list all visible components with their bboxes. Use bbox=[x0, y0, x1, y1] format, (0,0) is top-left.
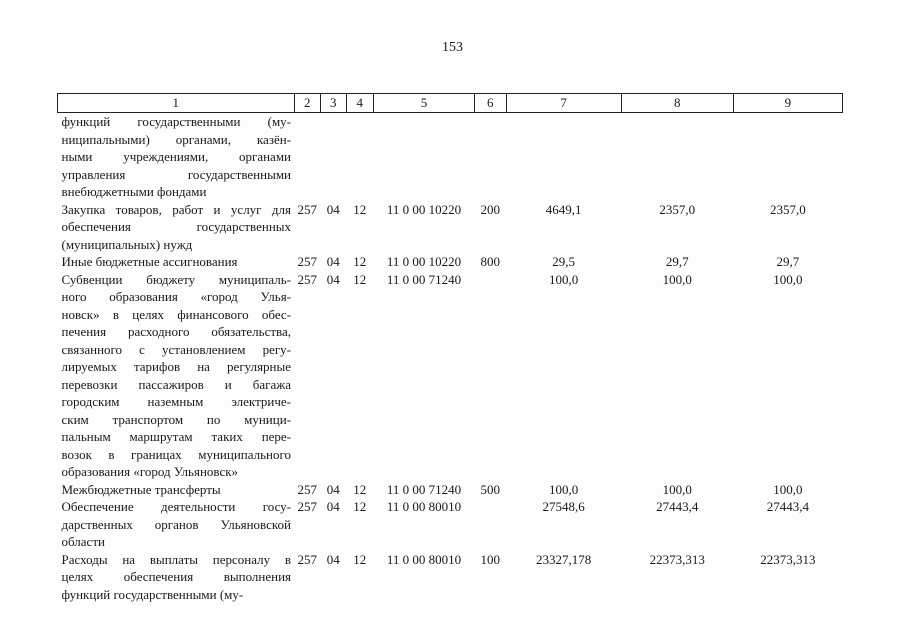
description-line: образования «город Ульяновск» bbox=[61, 464, 239, 479]
description-line: лируемых тарифов на регулярные bbox=[61, 359, 292, 374]
ministry-code-cell: 257 bbox=[297, 551, 318, 567]
table-row bbox=[58, 113, 843, 201]
ministry-code-cell: 257 bbox=[297, 254, 318, 269]
amount-year1-cell: 100,0 bbox=[549, 481, 579, 497]
amount-year2-cell: 2357,0 bbox=[659, 201, 696, 217]
amount-year3-cell: 29,7 bbox=[776, 254, 800, 269]
section-code-cell: 04 bbox=[326, 551, 340, 567]
row-description bbox=[58, 201, 295, 254]
description-line: Расходы на выплаты персоналу в bbox=[61, 551, 292, 567]
target-article-cell: 11 0 00 71240 bbox=[386, 481, 462, 497]
page-number: 153 bbox=[442, 40, 463, 55]
description-line: функций государственными (му- bbox=[61, 586, 244, 602]
amount-year1-cell: 100,0 bbox=[549, 271, 579, 287]
description-line: управления государственными bbox=[61, 166, 292, 182]
amount-year3-cell bbox=[733, 113, 842, 201]
column-header: 1 bbox=[58, 94, 295, 113]
ministry-code-cell: 257 bbox=[297, 271, 318, 287]
table-header-row bbox=[58, 94, 843, 113]
amount-year3-cell: 22373,313 bbox=[760, 551, 816, 567]
description-line: Обеспечение деятельности госу- bbox=[61, 499, 292, 514]
target-article-cell: 11 0 00 80010 bbox=[386, 551, 462, 567]
target-article-cell: 11 0 00 80010 bbox=[386, 499, 462, 514]
amount-year2-cell bbox=[621, 113, 733, 201]
column-header: 7 bbox=[506, 94, 621, 113]
target-article-cell bbox=[374, 113, 475, 201]
description-line: функций государственными (му- bbox=[61, 114, 292, 129]
target-article-cell: 11 0 00 10220 bbox=[386, 201, 462, 217]
description-line: ниципальными) органами, казён- bbox=[61, 131, 292, 147]
description-line: Закупка товаров, работ и услуг для bbox=[61, 201, 292, 217]
description-line: Субвенции бюджету муниципаль- bbox=[61, 271, 292, 287]
expense-type-cell bbox=[474, 271, 506, 481]
expense-type-cell bbox=[474, 498, 506, 551]
expense-type-cell bbox=[474, 113, 506, 201]
description-line: дарственных органов Ульяновской bbox=[61, 516, 292, 532]
amount-year3-cell: 2357,0 bbox=[770, 201, 806, 217]
amount-year2-cell: 100,0 bbox=[662, 481, 692, 497]
section-code-cell: 04 bbox=[326, 201, 340, 217]
subsection-code-cell: 12 bbox=[353, 271, 367, 287]
subsection-code-cell: 12 bbox=[353, 551, 367, 567]
table-row bbox=[58, 481, 843, 499]
description-line: пальным маршрутам таких пере- bbox=[61, 429, 292, 444]
expense-type-cell: 200 bbox=[480, 201, 500, 217]
ministry-code-cell: 257 bbox=[297, 201, 318, 217]
section-code-cell: 04 bbox=[326, 481, 340, 497]
amount-year2-cell: 100,0 bbox=[662, 271, 692, 287]
row-description bbox=[58, 481, 295, 499]
ministry-code-cell: 257 bbox=[297, 499, 318, 514]
subsection-code-cell: 12 bbox=[353, 499, 367, 514]
description-line: области bbox=[61, 534, 105, 549]
ministry-code-cell: 257 bbox=[297, 481, 318, 497]
description-line: обеспечения государственных bbox=[61, 219, 292, 234]
section-code-cell: 04 bbox=[326, 271, 340, 287]
subsection-code-cell: 12 bbox=[353, 481, 367, 497]
amount-year1-cell: 4649,1 bbox=[545, 201, 582, 217]
target-article-cell: 11 0 00 10220 bbox=[386, 254, 462, 269]
amount-year1-cell: 29,5 bbox=[552, 254, 575, 269]
row-description bbox=[58, 271, 295, 481]
subsection-code-cell: 12 bbox=[353, 201, 367, 217]
column-header: 2 bbox=[294, 94, 321, 113]
description-line: (муниципальных) нужд bbox=[61, 236, 193, 252]
amount-year3-cell: 27443,4 bbox=[766, 499, 810, 514]
amount-year3-cell: 100,0 bbox=[773, 271, 803, 287]
description-line: связанного с установлением регу- bbox=[61, 341, 292, 357]
column-header: 5 bbox=[374, 94, 475, 113]
row-description bbox=[58, 253, 295, 271]
description-line: возок в границах муниципального bbox=[61, 446, 292, 462]
table-row bbox=[58, 551, 843, 604]
description-line: перевозки пассажиров и багажа bbox=[61, 376, 292, 392]
ministry-code-cell bbox=[294, 113, 321, 201]
row-description bbox=[58, 498, 295, 551]
row-description bbox=[58, 113, 295, 201]
table-row bbox=[58, 253, 843, 271]
table-row bbox=[58, 201, 843, 254]
amount-year3-cell: 100,0 bbox=[773, 481, 803, 497]
table-row bbox=[58, 498, 843, 551]
section-code-cell: 04 bbox=[326, 254, 340, 269]
description-line: ными учреждениями, органами bbox=[61, 149, 292, 164]
budget-table bbox=[57, 93, 843, 603]
subsection-code-cell: 12 bbox=[353, 254, 367, 269]
target-article-cell: 11 0 00 71240 bbox=[386, 271, 462, 287]
section-code-cell bbox=[321, 113, 346, 201]
column-header: 4 bbox=[346, 94, 374, 113]
amount-year1-cell: 27548,6 bbox=[542, 499, 585, 514]
row-description bbox=[58, 551, 295, 604]
description-line: Иные бюджетные ассигнования bbox=[61, 254, 238, 269]
column-header: 8 bbox=[621, 94, 733, 113]
amount-year1-cell bbox=[506, 113, 621, 201]
column-header: 9 bbox=[733, 94, 842, 113]
description-line: городским наземным электриче- bbox=[61, 394, 292, 409]
table-row bbox=[58, 271, 843, 481]
description-line: новск» в целях финансового обес- bbox=[61, 306, 292, 322]
description-line: печения расходного обязательства, bbox=[61, 324, 292, 339]
column-header: 3 bbox=[321, 94, 346, 113]
subsection-code-cell bbox=[346, 113, 374, 201]
amount-year2-cell: 22373,313 bbox=[649, 551, 705, 567]
expense-type-cell: 500 bbox=[480, 481, 500, 497]
description-line: целях обеспечения выполнения bbox=[61, 569, 292, 584]
section-code-cell: 04 bbox=[326, 499, 340, 514]
amount-year2-cell: 27443,4 bbox=[656, 499, 699, 514]
description-line: Межбюджетные трансферты bbox=[61, 481, 221, 497]
description-line: ским транспортом по муници- bbox=[61, 411, 292, 427]
expense-type-cell: 800 bbox=[480, 254, 500, 269]
description-line: ного образования «город Улья- bbox=[61, 289, 292, 304]
amount-year2-cell: 29,7 bbox=[665, 254, 689, 269]
amount-year1-cell: 23327,178 bbox=[536, 551, 592, 567]
column-header: 6 bbox=[474, 94, 506, 113]
expense-type-cell: 100 bbox=[480, 551, 500, 567]
description-line: внебюджетными фондами bbox=[61, 184, 207, 199]
